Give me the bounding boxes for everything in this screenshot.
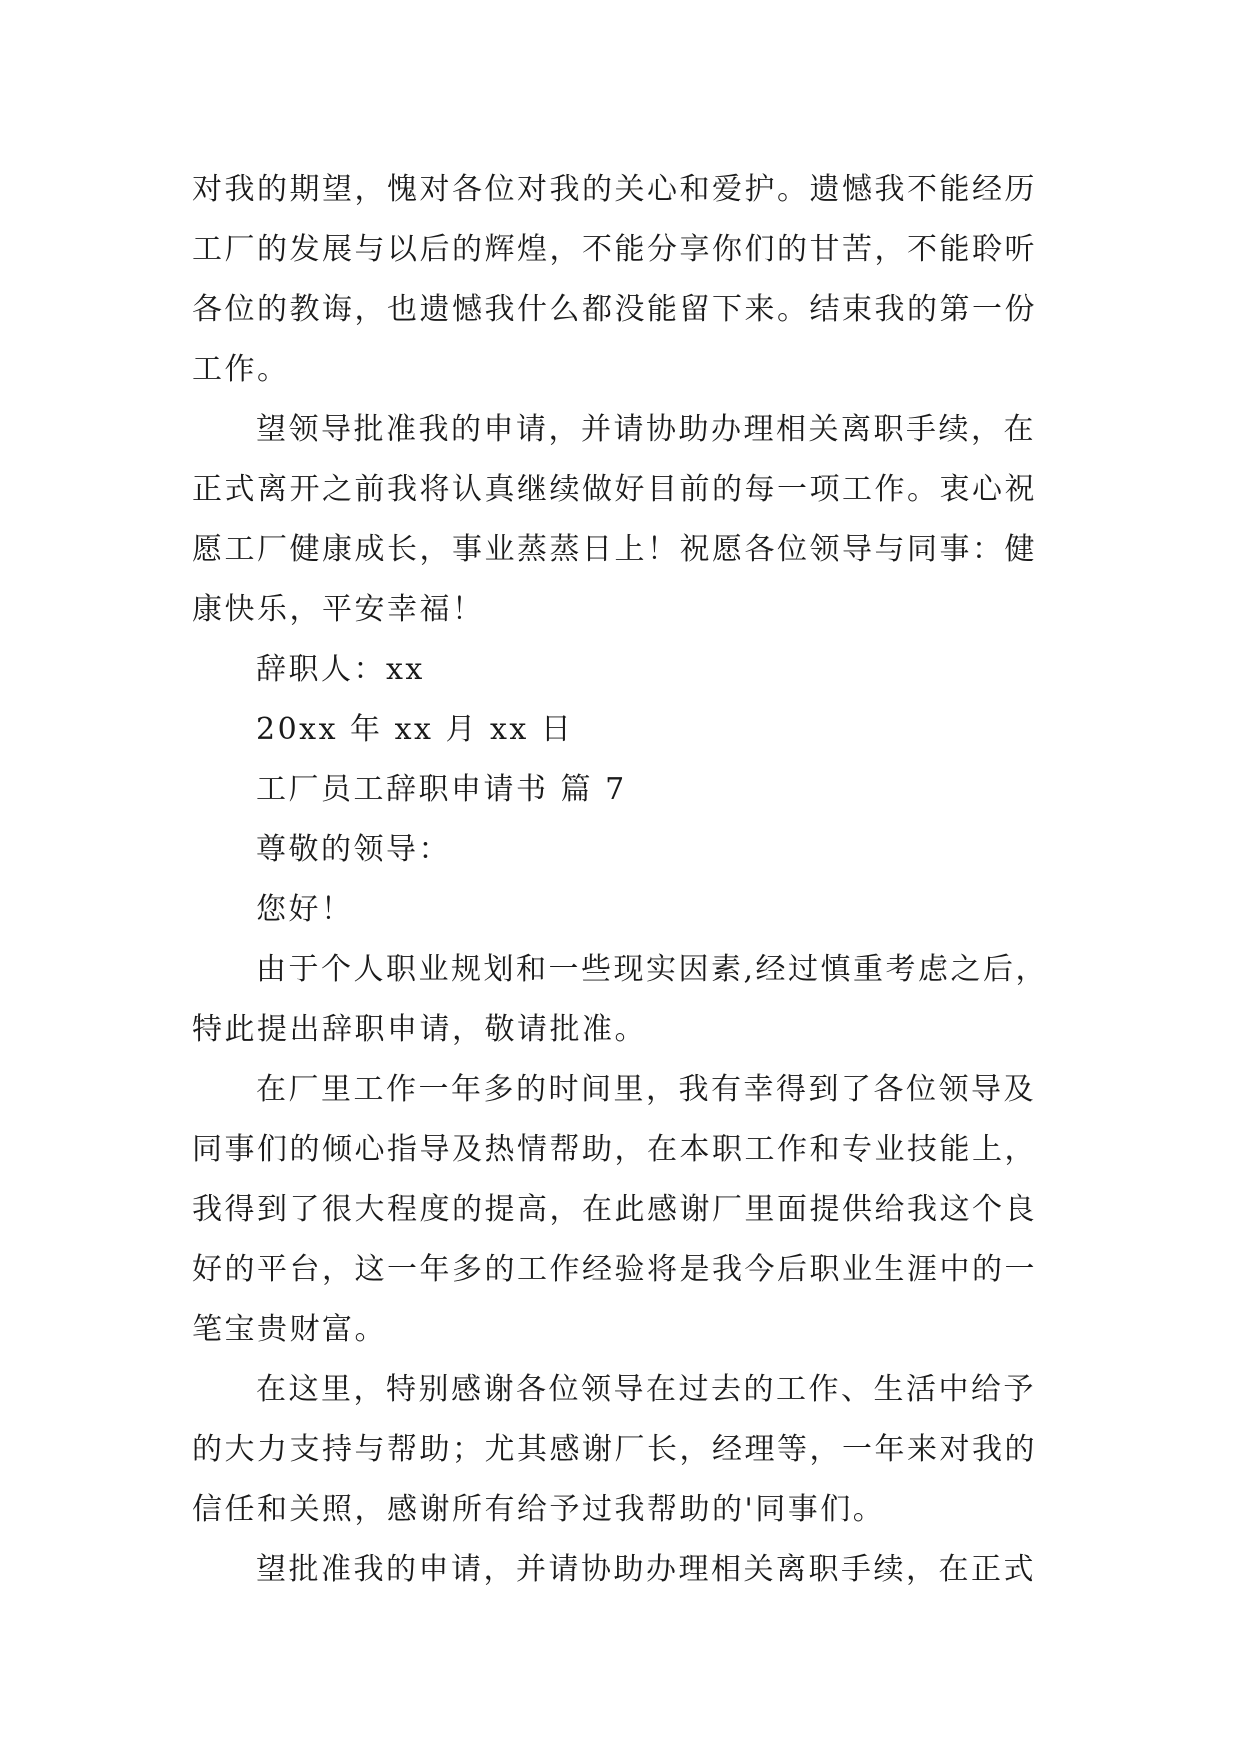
text-line-19: 好的平台，这一年多的工作经验将是我今后职业生涯中的一 [192,1252,1037,1287]
greeting: 您好！ [256,892,354,927]
text-line-22: 的大力支持与帮助；尤其感谢厂长，经理等，一年来对我的 [192,1432,1037,1467]
text-line-8: 康快乐，平安幸福！ [192,592,485,627]
date-line: 20xx 年 xx 月 xx 日 [256,712,574,747]
resigner-line: 辞职人：xx [256,652,425,687]
text-line-6: 正式离开之前我将认真继续做好目前的每一项工作。衷心祝 [192,472,1037,507]
text-line-4: 工作。 [192,352,290,387]
text-line-7: 愿工厂健康成长，事业蒸蒸日上！祝愿各位领导与同事：健 [192,532,1037,567]
text-line-3: 各位的教诲，也遗憾我什么都没能留下来。结束我的第一份 [192,292,1037,327]
document-page [192,160,1052,1600]
text-line-15: 特此提出辞职申请，敬请批准。 [192,1012,647,1047]
text-line-23: 信任和关照，感谢所有给予过我帮助的'同事们。 [192,1492,886,1527]
salutation: 尊敬的领导： [256,832,451,867]
text-line-16: 在厂里工作一年多的时间里，我有幸得到了各位领导及 [256,1072,1036,1107]
text-line-14: 由于个人职业规划和一些现实因素,经过慎重考虑之后， [256,952,1049,987]
text-line-1: 对我的期望，愧对各位对我的关心和爱护。遗憾我不能经历 [192,172,1037,207]
text-line-2: 工厂的发展与以后的辉煌，不能分享你们的甘苦，不能聆听 [192,232,1037,267]
text-line-5: 望领导批准我的申请，并请协助办理相关离职手续，在 [256,412,1036,447]
text-line-21: 在这里，特别感谢各位领导在过去的工作、生活中给予 [256,1372,1036,1407]
section-title: 工厂员工辞职申请书 篇 7 [256,772,627,807]
text-line-17: 同事们的倾心指导及热情帮助，在本职工作和专业技能上， [192,1132,1037,1167]
text-line-18: 我得到了很大程度的提高，在此感谢厂里面提供给我这个良 [192,1192,1037,1227]
text-line-20: 笔宝贵财富。 [192,1312,387,1347]
text-line-24: 望批准我的申请，并请协助办理相关离职手续，在正式 [256,1552,1036,1587]
